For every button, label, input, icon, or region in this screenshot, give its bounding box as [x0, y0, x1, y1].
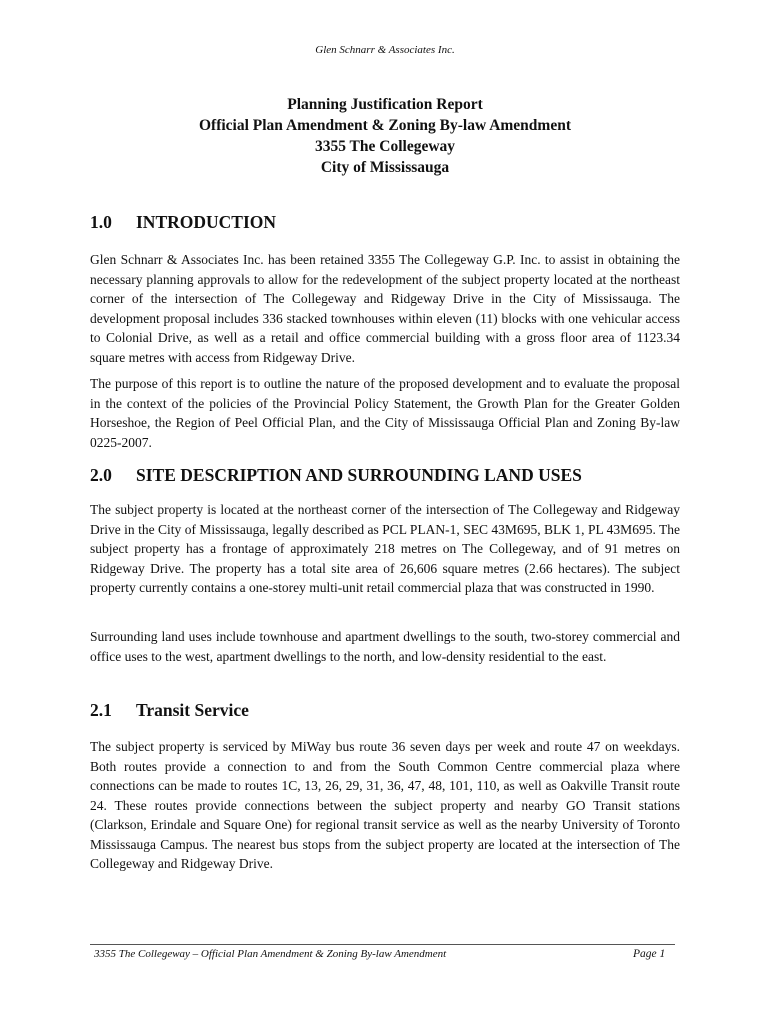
footer-divider: [90, 944, 675, 945]
intro-paragraph-2: The purpose of this report is to outline the nature of the proposed development and to evaluate the proposal in the context of the policies of the Provincial Policy Statement, the Growth Plan for the Greater Golden Horseshoe, the Region of Peel Official Plan, and the City of Mississauga Official Plan and Zoning By-law 0225-2007.: [90, 376, 680, 450]
intro-paragraph-1: Glen Schnarr & Associates Inc. has been retained 3355 The Collegeway G.P. Inc. to assist in obtaining the necessary planning approvals to allow for the redevelopment of the subject property located at the northeast corner of the intersection of The Collegeway and Ridgeway Drive in the City of Mississauga. The development proposal includes 336 stacked townhouses within eleven (11) blocks with one vehicular access to Colonial Drive, as well as a retail and office commercial building with a gross floor area of 1123.34 square metres with access from Ridgeway Drive.: [90, 252, 680, 365]
section-title: Transit Service: [136, 700, 249, 720]
section-number: 1.0: [90, 212, 112, 232]
report-title: [0, 94, 770, 178]
title-line-1: Planning Justification Report: [287, 96, 483, 113]
title-line-4: City of Mississauga: [320, 159, 450, 176]
section-heading-introduction: [90, 212, 276, 233]
section-title: INTRODUCTION: [136, 212, 277, 232]
section-number: 2.1: [90, 700, 112, 720]
title-line-2: Official Plan Amendment & Zoning By-law Amendment: [198, 117, 571, 134]
section-heading-site-description: [90, 465, 582, 486]
section-heading-transit-service: [90, 700, 249, 721]
site-paragraph-1: The subject property is located at the northeast corner of the intersection of The Collegeway and Ridgeway Drive in the City of Mississauga, legally described as PCL PLAN-1, SEC 43M695, BLK 1, PL 43M695. The subject property has a frontage of approximately 218 metres on The Collegeway, and of 91 metres on Ridgeway Drive. The property has a total site area of 26,606 square metres (2.66 hectares). The subject property currently contains a one-storey multi-unit retail commercial plaza that was constructed in 1990.: [90, 502, 680, 595]
transit-paragraph-1: The subject property is serviced by MiWay bus route 36 seven days per week and route 47 on weekdays. Both routes provide a connection to and from the South Common Centre commercial plaza where connections can be made to routes 1C, 13, 26, 29, 31, 36, 47, 48, 101, 110, as well as Oakville Transit route 24. These routes provide connections between the subject property and nearby GO Transit stations (Clarkson, Erindale and Square One) for regional transit service as well as the nearby University of Toronto Mississauga Campus. The nearest bus stops from the subject property are located at the intersection of The Collegeway and Ridgeway Drive.: [90, 739, 680, 871]
page-number: Page 1: [633, 948, 666, 960]
running-header: Glen Schnarr & Associates Inc.: [315, 44, 455, 56]
title-line-3: 3355 The Collegeway: [314, 138, 456, 155]
section-title: SITE DESCRIPTION AND SURROUNDING LAND USES: [136, 465, 582, 485]
section-number: 2.0: [90, 465, 112, 485]
site-paragraph-2: Surrounding land uses include townhouse and apartment dwellings to the south, two-storey commercial and office uses to the west, apartment dwellings to the north, and low-density residential to the east.: [90, 629, 680, 664]
footer-document-title: 3355 The Collegeway – Official Plan Amendment & Zoning By-law Amendment: [94, 948, 447, 960]
